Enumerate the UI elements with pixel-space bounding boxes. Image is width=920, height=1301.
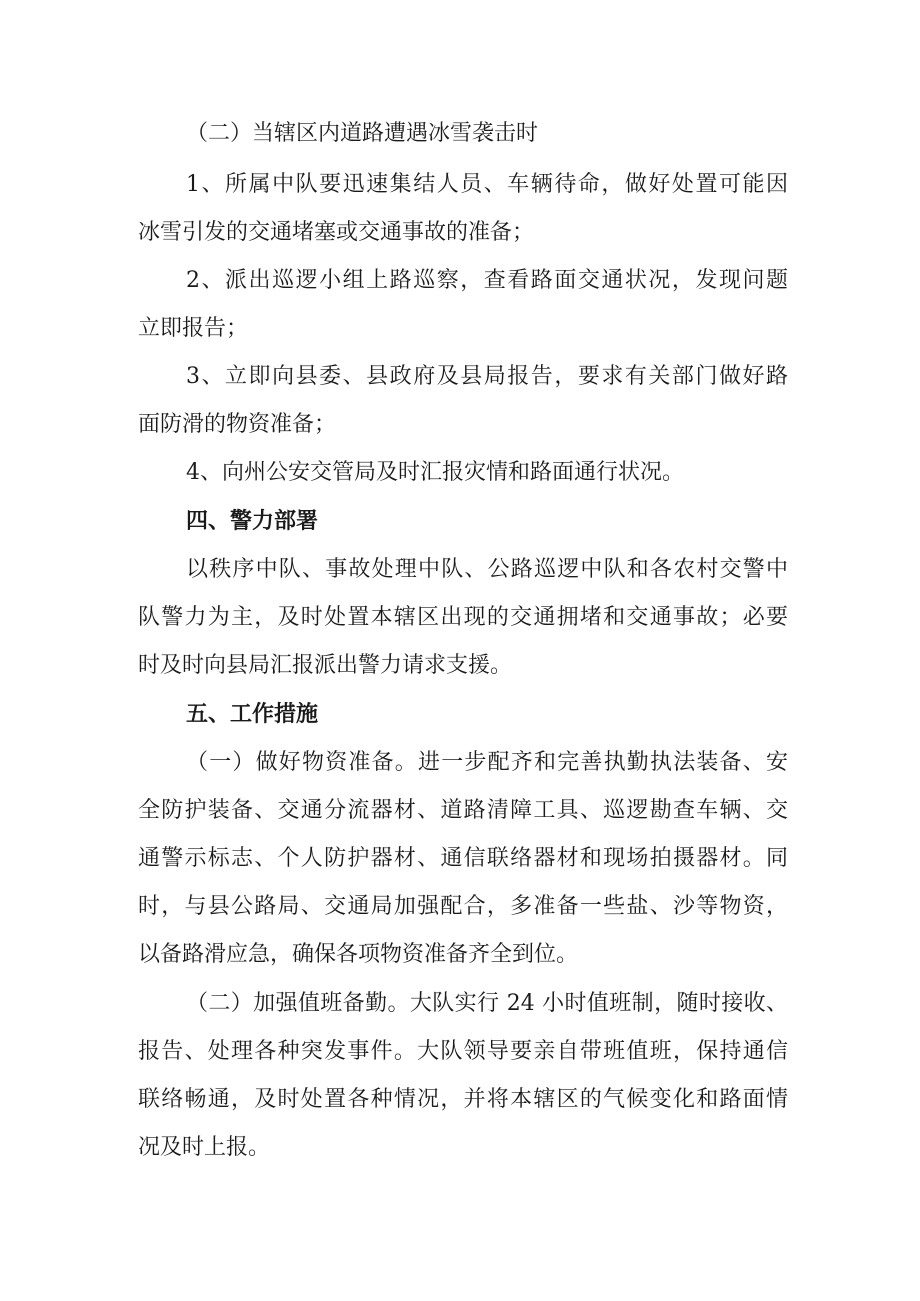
paragraph-line: 时，与县公路局、交通局加强配合，多准备一些盐、沙等物资， bbox=[138, 894, 788, 919]
paragraph-line: 通警示标志、个人防护器材、通信联络器材和现场拍摄器材。同 bbox=[138, 846, 788, 871]
subsection-heading-ice-snow: （二）当辖区内道路遭遇冰雪袭击时 bbox=[186, 121, 539, 146]
paragraph-line: 3、立即向县委、县政府及县局报告，要求有关部门做好路 bbox=[186, 364, 788, 389]
paragraph-line: （二）加强值班备勤。大队实行 24 小时值班制，随时接收、 bbox=[186, 991, 788, 1016]
paragraph-line: 况及时上报。 bbox=[138, 1135, 271, 1160]
paragraph-line: 队警力为主，及时处置本辖区出现的交通拥堵和交通事故；必要 bbox=[138, 605, 788, 630]
paragraph-line: 联络畅通，及时处置各种情况，并将本辖区的气候变化和路面情 bbox=[138, 1087, 788, 1112]
paragraph-line: 全防护装备、交通分流器材、道路清障工具、巡逻勘查车辆、交 bbox=[138, 798, 788, 823]
paragraph-line: 立即报告； bbox=[138, 316, 249, 341]
paragraph-line: 冰雪引发的交通堵塞或交通事故的准备； bbox=[138, 220, 535, 245]
paragraph-line: （一）做好物资准备。进一步配齐和完善执勤执法装备、安 bbox=[186, 750, 788, 775]
paragraph-line: 报告、处理各种突发事件。大队领导要亲自带班值班，保持通信 bbox=[138, 1039, 788, 1064]
paragraph-line: 以秩序中队、事故处理中队、公路巡逻中队和各农村交警中 bbox=[186, 557, 788, 582]
paragraph-line: 1、所属中队要迅速集结人员、车辆待命，做好处置可能因 bbox=[186, 172, 788, 197]
paragraph-line: 时及时向县局汇报派出警力请求支援。 bbox=[138, 653, 513, 678]
section-heading-police-deployment: 四、警力部署 bbox=[186, 509, 319, 534]
section-heading-work-measures: 五、工作措施 bbox=[186, 702, 319, 727]
paragraph-line: 2、派出巡逻小组上路巡察，查看路面交通状况，发现问题 bbox=[186, 268, 788, 293]
paragraph-line: 4、向州公安交管局及时汇报灾情和路面通行状况。 bbox=[186, 460, 684, 485]
paragraph-line: 以备路滑应急，确保各项物资准备齐全到位。 bbox=[138, 942, 579, 967]
paragraph-line: 面防滑的物资准备； bbox=[138, 412, 337, 437]
